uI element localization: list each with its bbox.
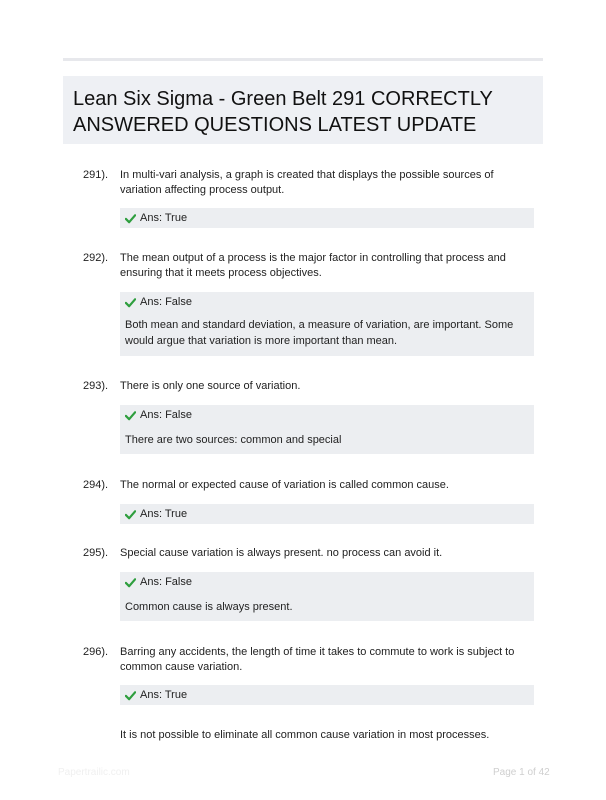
answer-label: Ans: True: [140, 212, 188, 224]
question-text: Special cause variation is always present. no process can avoid it.: [120, 547, 443, 559]
answer-box: [120, 208, 534, 228]
question-number: 294).: [83, 479, 109, 491]
question-text: The normal or expected cause of variation is called common cause.: [120, 479, 449, 491]
question-number: 295).: [83, 547, 109, 559]
check-icon: [125, 509, 136, 520]
document-title-line-2: ANSWERED QUESTIONS LATEST UPDATE: [73, 114, 477, 136]
document-title-line-1: Lean Six Sigma - Green Belt 291 CORRECTLY: [73, 88, 493, 110]
check-icon: [125, 297, 136, 308]
question-number: 296).: [83, 646, 109, 658]
answer-box: [120, 405, 534, 454]
footer-watermark: Papertrailic.com: [58, 767, 130, 778]
answer-label: Ans: True: [140, 689, 188, 701]
answer-label: Ans: False: [140, 409, 192, 421]
answer-box: [120, 685, 534, 705]
question-number: 293).: [83, 380, 109, 392]
check-icon: [125, 213, 136, 224]
top-divider: [63, 58, 543, 61]
question-text: In multi-vari analysis, a graph is created that displays the possible sources of variation affecting process output.: [120, 169, 494, 196]
check-icon: [125, 410, 136, 421]
answer-label: Ans: False: [140, 296, 192, 308]
page-number: Page 1 of 42: [493, 767, 550, 778]
answer-explanation: Common cause is always present.: [125, 601, 293, 613]
title-box: [63, 76, 543, 144]
answer-label: Ans: False: [140, 576, 192, 588]
question-number: 291).: [83, 169, 109, 181]
question-text: There is only one source of variation.: [120, 380, 301, 392]
answer-explanation: Both mean and standard deviation, a measure of variation, are important. Some would argue that variation is more important than mean.: [125, 319, 514, 347]
answer-box: [120, 504, 534, 524]
answer-explanation: There are two sources: common and special: [125, 434, 342, 446]
question-number: 292).: [83, 252, 109, 264]
answer-label: Ans: True: [140, 508, 188, 520]
answer-box: [120, 572, 534, 621]
trailing-explanation: It is not possible to eliminate all common cause variation in most processes.: [120, 729, 490, 741]
check-icon: [125, 577, 136, 588]
check-icon: [125, 690, 136, 701]
question-text: The mean output of a process is the major factor in controlling that process and ensuring that it meets process objectives.: [120, 252, 506, 279]
question-text: Barring any accidents, the length of time it takes to commute to work is subject to common cause variation.: [120, 646, 515, 673]
answer-box: [120, 292, 534, 356]
